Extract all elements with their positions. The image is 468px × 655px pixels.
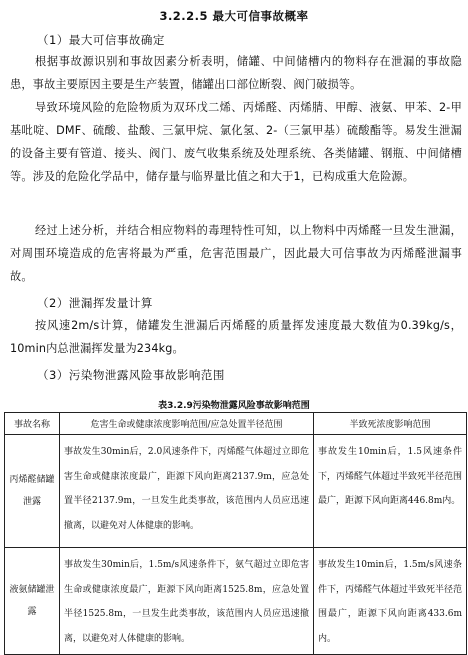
- table-row: [5, 548, 467, 655]
- header-hazard-range: 危害生命或健康浓度影响范围/应急处置半径范围: [60, 413, 314, 435]
- impact-range-table: [4, 412, 467, 655]
- table-caption: 表3.2.9污染物泄露风险事故影响范围: [158, 401, 310, 411]
- paragraph-hazardous-substances: 导致环境风险的危险物质为双环戊二烯、丙烯醛、丙烯腈、甲醇、液氨、甲苯、2-甲基吡啶、DMF、硫酸、盐酸、三氯甲烷、氯化氢、2-（三氯甲基）硫酸酯等。易发生泄漏的设备主要有管道、接头、阀门、废气收集系统及处理系统、各类储罐、钢瓶、中间储槽等。涉及的危险化学品中，储存量与临界量比值之和大于1，已构成重大危险源。: [10, 101, 462, 183]
- subheading-max-credible-accident: （1）最大可信事故确定: [37, 33, 165, 47]
- cell-lethal-range: 事故发生10min后，1.5风速条件下，丙烯醛气体超过半致死半径范围最广，距源下风向距离446.8m内。: [314, 435, 467, 548]
- section-heading: 3.2.2.5 最大可信事故概率: [159, 9, 309, 23]
- table-row: [5, 435, 467, 548]
- table-header-row: [5, 413, 467, 435]
- cell-hazard-range: 事故发生30min后，2.0风速条件下，丙烯醛气体超过立即危害生命或健康浓度最广，距源下风向距离2137.9m，应急处置半径2137.9m，一旦发生此类事故，该范围内人员应迅速撤离，以避免对人体健康的影响。: [60, 435, 314, 548]
- cell-accident-name: 丙烯醛储罐泄露: [5, 435, 60, 548]
- cell-hazard-range: 事故发生30min后，1.5m/s风速条件下，氨气超过立即危害生命或健康浓度最广，距源下风向距离1525.8m，应急处置半径1525.8m，一旦发生此类事故，该范围内人员应迅速撤离，以避免对人体健康的影响。: [60, 548, 314, 655]
- cell-lethal-range: 事故发生10min后，1.5m/s风速条件下，丙烯醛气体超过半致死半径范围最广，距源下风向距离433.6m内。: [314, 548, 467, 655]
- paragraph-conclusion: 经过上述分析，并结合相应物料的毒理特性可知，以上物料中丙烯醛一旦发生泄漏，对周围环境造成的危害将最为严重，危害范围最广，因此最大可信事故为丙烯醛泄漏事故。: [10, 224, 462, 283]
- paragraph-accident-source: 根据事故源识别和事故因素分析表明，储罐、中间储槽内的物料存在泄漏的事故隐患，事故主要原因主要是生产装置，储罐出口部位断裂、阀门破损等。: [10, 55, 462, 91]
- cell-accident-name: 液氨储罐泄露: [5, 548, 60, 655]
- subheading-leak-calculation: （2）泄漏挥发量计算: [37, 296, 153, 310]
- subheading-impact-range: （3）污染物泄露风险事故影响范围: [37, 368, 225, 382]
- header-accident-name: 事故名称: [5, 413, 60, 435]
- header-lethal-range: 半致死浓度影响范围: [314, 413, 467, 435]
- paragraph-leak-rate: 按风速2m/s计算，储罐发生泄漏后丙烯醛的质量挥发速度最大数值为0.39kg/s，10min内总泄漏挥发量为234kg。: [10, 319, 462, 355]
